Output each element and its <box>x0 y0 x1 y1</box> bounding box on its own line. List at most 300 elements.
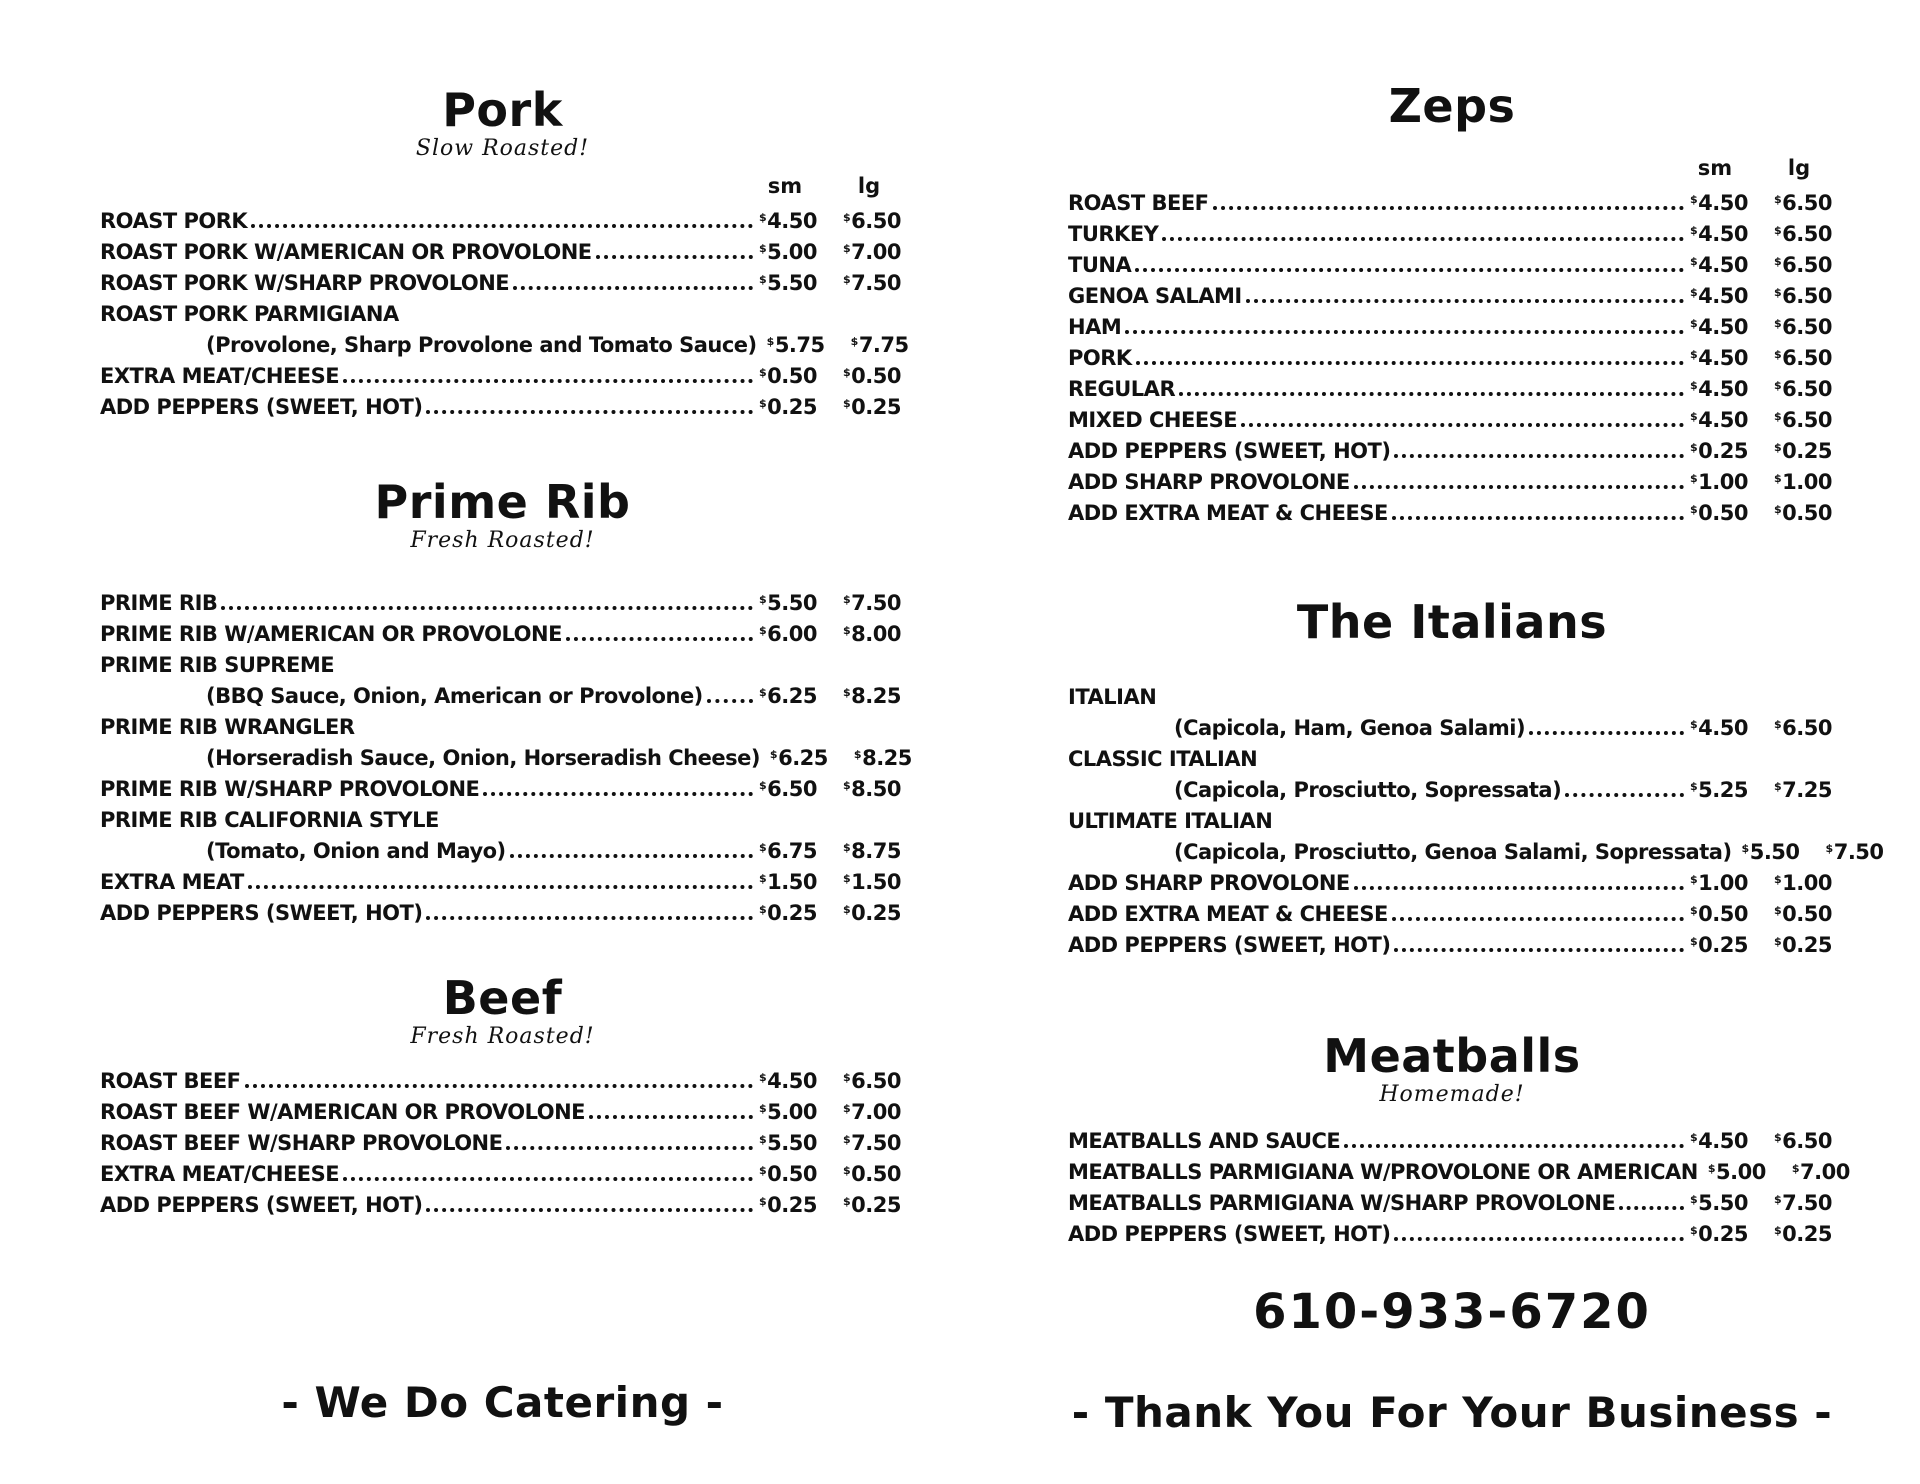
price-value: 6.25 <box>767 684 817 708</box>
currency-symbol: $ <box>843 779 851 792</box>
price-value: 0.50 <box>1698 501 1748 525</box>
price-sm <box>759 364 821 388</box>
menu-item <box>1068 678 1836 709</box>
dot-leader <box>343 379 753 383</box>
currency-symbol: $ <box>1825 842 1833 855</box>
price-value: 7.25 <box>1782 778 1832 802</box>
menu-item <box>100 326 909 357</box>
menu-item <box>1068 308 1836 339</box>
dot-leader <box>1241 423 1684 427</box>
currency-symbol: $ <box>843 366 851 379</box>
price-value: 6.50 <box>1782 191 1832 215</box>
price-sm <box>1690 377 1752 401</box>
dot-leader <box>1213 206 1684 210</box>
currency-symbol: $ <box>843 841 851 854</box>
dot-leader <box>1394 948 1684 952</box>
currency-symbol: $ <box>843 686 851 699</box>
item-name: REGULAR <box>1068 377 1176 401</box>
currency-symbol: $ <box>1690 472 1698 485</box>
menu-item <box>100 295 905 326</box>
menu-item <box>1068 432 1836 463</box>
menu-item <box>1068 339 1836 370</box>
currency-symbol: $ <box>843 593 851 606</box>
currency-symbol: $ <box>759 1195 767 1208</box>
item-name: ROAST BEEF W/SHARP PROVOLONE <box>100 1131 503 1155</box>
currency-symbol: $ <box>759 211 767 224</box>
item-name: EXTRA MEAT/CHEESE <box>100 364 340 388</box>
item-name: PRIME RIB W/AMERICAN OR PROVOLONE <box>100 622 562 646</box>
item-name: PRIME RIB CALIFORNIA STYLE <box>100 808 439 832</box>
item-name: ROAST PORK W/SHARP PROVOLONE <box>100 271 510 295</box>
price-lg <box>843 901 905 925</box>
section-title: Meatballs <box>1323 1029 1581 1083</box>
price-sm <box>1690 871 1752 895</box>
price-value: 6.00 <box>767 622 817 646</box>
item-name: TUNA <box>1068 253 1132 277</box>
currency-symbol: $ <box>1690 441 1698 454</box>
currency-symbol: $ <box>1690 1131 1698 1144</box>
currency-symbol: $ <box>1690 317 1698 330</box>
currency-symbol: $ <box>1791 1162 1800 1175</box>
price-lg <box>843 240 905 264</box>
currency-symbol: $ <box>759 1164 767 1177</box>
currency-symbol: $ <box>769 748 778 761</box>
menu-item <box>100 708 905 739</box>
price-value: 4.50 <box>1698 716 1748 740</box>
menu-item <box>100 801 905 832</box>
price-value: 5.50 <box>1749 840 1800 864</box>
price-value: 7.50 <box>1782 1191 1832 1215</box>
price-sm <box>767 333 829 357</box>
price-lg <box>843 870 905 894</box>
price-value: 6.50 <box>1782 1129 1832 1153</box>
price-sm <box>1690 902 1752 926</box>
currency-symbol: $ <box>1774 193 1782 206</box>
menu-item <box>1068 370 1836 401</box>
menu-item <box>100 1062 905 1093</box>
price-value: 4.50 <box>1698 346 1748 370</box>
dot-leader <box>510 854 753 858</box>
price-value: 6.50 <box>1782 346 1832 370</box>
currency-symbol: $ <box>843 1102 851 1115</box>
menu-item <box>1068 215 1836 246</box>
currency-symbol: $ <box>1690 379 1698 392</box>
section-zeps <box>1068 80 1836 525</box>
price-lg <box>1826 840 1888 864</box>
dot-leader <box>1394 454 1684 458</box>
dot-leader <box>426 1208 753 1212</box>
price-value: 4.50 <box>1698 222 1748 246</box>
currency-symbol: $ <box>843 1071 851 1084</box>
price-value: 6.50 <box>1782 377 1832 401</box>
price-value: 6.75 <box>767 839 817 863</box>
price-value: 4.50 <box>1698 408 1748 432</box>
price-value: 0.50 <box>1698 902 1748 926</box>
menu-item <box>1068 246 1836 277</box>
price-lg <box>1774 439 1836 463</box>
price-lg <box>843 395 905 419</box>
currency-symbol: $ <box>759 273 767 286</box>
currency-symbol: $ <box>759 779 767 792</box>
price-value: 5.50 <box>767 271 817 295</box>
menu-item <box>1068 1122 1836 1153</box>
section-prime-rib <box>100 475 912 925</box>
currency-symbol: $ <box>759 1071 767 1084</box>
price-lg <box>843 1131 905 1155</box>
menu-item <box>1068 494 1836 525</box>
price-sm <box>1708 1160 1770 1184</box>
currency-symbol: $ <box>1690 193 1698 206</box>
price-lg <box>1774 902 1836 926</box>
price-sm <box>1690 284 1752 308</box>
item-name: ITALIAN <box>1068 685 1157 709</box>
currency-symbol: $ <box>843 1164 851 1177</box>
price-value: 8.75 <box>851 839 901 863</box>
currency-symbol: $ <box>843 273 851 286</box>
price-lg <box>843 591 905 615</box>
dot-leader <box>1344 1144 1684 1148</box>
menu-item <box>1068 740 1836 771</box>
price-lg <box>843 271 905 295</box>
currency-symbol: $ <box>843 624 851 637</box>
price-value: 7.50 <box>851 271 901 295</box>
price-sm <box>1690 1129 1752 1153</box>
dot-leader <box>1529 731 1684 735</box>
price-sm <box>1690 716 1752 740</box>
size-header <box>100 174 905 202</box>
price-lg <box>1774 346 1836 370</box>
currency-symbol: $ <box>1690 503 1698 516</box>
menu-item <box>1068 709 1836 740</box>
dot-leader <box>248 885 753 889</box>
item-name: ADD PEPPERS (SWEET, HOT) <box>100 1193 423 1217</box>
price-sm <box>1690 778 1752 802</box>
currency-symbol: $ <box>1690 1224 1698 1237</box>
currency-symbol: $ <box>850 335 858 348</box>
dot-leader <box>596 255 753 259</box>
price-lg <box>843 684 905 708</box>
price-lg <box>843 1162 905 1186</box>
price-value: 6.50 <box>851 209 901 233</box>
dot-leader <box>1125 330 1684 334</box>
section-title: Prime Rib <box>374 475 631 529</box>
item-name: ROAST BEEF <box>1068 191 1209 215</box>
price-value: 0.50 <box>1782 902 1832 926</box>
currency-symbol: $ <box>843 211 851 224</box>
item-name: ADD EXTRA MEAT & CHEESE <box>1068 501 1388 525</box>
dot-leader <box>1392 917 1684 921</box>
currency-symbol: $ <box>1774 1193 1782 1206</box>
item-name: ADD PEPPERS (SWEET, HOT) <box>1068 933 1391 957</box>
price-sm <box>1690 191 1752 215</box>
currency-symbol: $ <box>1707 1162 1716 1175</box>
price-value: 0.50 <box>767 364 817 388</box>
price-value: 7.00 <box>851 1100 901 1124</box>
currency-symbol: $ <box>759 1102 767 1115</box>
price-value: 4.50 <box>1698 1129 1748 1153</box>
price-lg <box>843 622 905 646</box>
menu-items <box>100 584 912 925</box>
price-lg <box>1774 377 1836 401</box>
section-title: Pork <box>442 83 563 137</box>
menu-item <box>100 388 905 419</box>
price-value: 5.00 <box>767 240 817 264</box>
price-lg <box>1774 716 1836 740</box>
price-sm <box>759 1193 821 1217</box>
price-value: 0.25 <box>851 901 901 925</box>
price-lg <box>843 1100 905 1124</box>
item-name: CLASSIC ITALIAN <box>1068 747 1258 771</box>
dot-leader <box>426 410 753 414</box>
price-value: 0.50 <box>851 364 901 388</box>
price-value: 6.50 <box>1782 284 1832 308</box>
menu-item <box>100 894 905 925</box>
currency-symbol: $ <box>1774 503 1782 516</box>
menu-item <box>100 615 905 646</box>
price-value: 5.75 <box>774 333 825 357</box>
item-name: (Horseradish Sauce, Onion, Horseradish Cheese) <box>206 746 760 770</box>
item-name: ADD EXTRA MEAT & CHEESE <box>1068 902 1388 926</box>
currency-symbol: $ <box>1690 255 1698 268</box>
section-italians <box>1068 595 1884 957</box>
menu-item <box>100 1186 905 1217</box>
price-sm <box>759 777 821 801</box>
dot-leader <box>343 1177 753 1181</box>
price-value: 8.00 <box>851 622 901 646</box>
price-value: 0.50 <box>767 1162 817 1186</box>
item-name: ROAST BEEF <box>100 1069 241 1093</box>
item-name: (BBQ Sauce, Onion, American or Provolone) <box>206 684 703 708</box>
dot-leader <box>1619 1206 1684 1210</box>
menu-item <box>100 1124 905 1155</box>
price-sm <box>1690 1191 1752 1215</box>
currency-symbol: $ <box>1774 1131 1782 1144</box>
menu-items <box>1068 678 1884 957</box>
item-name: TURKEY <box>1068 222 1159 246</box>
menu-item <box>1068 1184 1836 1215</box>
menu-item <box>100 1093 905 1124</box>
price-value: 4.50 <box>1698 191 1748 215</box>
currency-symbol: $ <box>1690 904 1698 917</box>
lg-header: lg <box>1787 156 1811 180</box>
price-lg <box>843 364 905 388</box>
price-value: 0.25 <box>767 901 817 925</box>
section-pork <box>100 83 909 419</box>
currency-symbol: $ <box>1774 935 1782 948</box>
currency-symbol: $ <box>1690 718 1698 731</box>
price-value: 5.00 <box>1716 1160 1766 1184</box>
price-value: 6.50 <box>1782 408 1832 432</box>
dot-leader <box>1392 516 1684 520</box>
price-value: 7.75 <box>858 333 909 357</box>
menu-item <box>100 1155 905 1186</box>
dot-leader <box>1246 299 1684 303</box>
item-name: (Capicola, Ham, Genoa Salami) <box>1174 716 1526 740</box>
price-value: 6.50 <box>1782 315 1832 339</box>
item-name: ADD SHARP PROVOLONE <box>1068 470 1350 494</box>
price-value: 0.25 <box>851 1193 901 1217</box>
item-name: PRIME RIB <box>100 591 218 615</box>
dot-leader <box>1179 392 1684 396</box>
item-name: (Provolone, Sharp Provolone and Tomato Sauce) <box>206 333 757 357</box>
menu-item <box>100 677 905 708</box>
price-sm <box>759 1131 821 1155</box>
price-value: 7.00 <box>1800 1160 1850 1184</box>
currency-symbol: $ <box>1690 224 1698 237</box>
section-title: Zeps <box>1388 79 1516 133</box>
price-value: 1.00 <box>1782 470 1832 494</box>
price-value: 5.50 <box>767 1131 817 1155</box>
currency-symbol: $ <box>1690 873 1698 886</box>
sm-header: sm <box>1697 156 1733 180</box>
dot-leader <box>483 792 753 796</box>
currency-symbol: $ <box>843 903 851 916</box>
currency-symbol: $ <box>759 242 767 255</box>
price-value: 0.25 <box>767 395 817 419</box>
dot-leader <box>221 606 753 610</box>
currency-symbol: $ <box>1774 873 1782 886</box>
currency-symbol: $ <box>759 686 767 699</box>
currency-symbol: $ <box>1690 935 1698 948</box>
menu-items <box>1068 184 1836 525</box>
price-lg <box>1774 222 1836 246</box>
price-sm <box>759 1100 821 1124</box>
dot-leader <box>1354 886 1684 890</box>
menu-item <box>1068 401 1836 432</box>
price-lg <box>1774 871 1836 895</box>
price-value: 5.50 <box>1698 1191 1748 1215</box>
item-name: MEATBALLS PARMIGIANA W/SHARP PROVOLONE <box>1068 1191 1616 1215</box>
price-lg <box>1774 933 1836 957</box>
item-name: ADD PEPPERS (SWEET, HOT) <box>1068 439 1391 463</box>
price-sm <box>1690 222 1752 246</box>
price-sm <box>759 684 821 708</box>
price-sm <box>770 746 832 770</box>
price-sm <box>759 240 821 264</box>
menu-item <box>1068 277 1836 308</box>
price-sm <box>759 591 821 615</box>
dot-leader <box>513 286 753 290</box>
price-value: 7.50 <box>851 591 901 615</box>
currency-symbol: $ <box>1774 317 1782 330</box>
menu-item <box>1068 895 1836 926</box>
item-name: ULTIMATE ITALIAN <box>1068 809 1273 833</box>
item-name: ROAST PORK <box>100 209 248 233</box>
price-value: 0.25 <box>1782 933 1832 957</box>
currency-symbol: $ <box>759 397 767 410</box>
price-value: 1.50 <box>851 870 901 894</box>
size-header <box>1068 156 1836 184</box>
currency-symbol: $ <box>759 903 767 916</box>
menu-item <box>1068 184 1836 215</box>
price-lg <box>1792 1160 1854 1184</box>
price-sm <box>1690 408 1752 432</box>
currency-symbol: $ <box>759 841 767 854</box>
price-value: 7.50 <box>1833 840 1884 864</box>
dot-leader <box>251 224 753 228</box>
currency-symbol: $ <box>1741 842 1749 855</box>
currency-symbol: $ <box>1774 904 1782 917</box>
lg-header: lg <box>857 174 881 198</box>
price-lg <box>851 333 913 357</box>
price-value: 0.25 <box>767 1193 817 1217</box>
menu-item <box>100 584 905 615</box>
dot-leader <box>1135 268 1684 272</box>
menu-item <box>100 264 905 295</box>
currency-symbol: $ <box>759 872 767 885</box>
price-value: 6.50 <box>851 1069 901 1093</box>
dot-leader <box>1136 361 1684 365</box>
item-name: ADD PEPPERS (SWEET, HOT) <box>100 901 423 925</box>
price-value: 0.50 <box>851 1162 901 1186</box>
item-name: EXTRA MEAT <box>100 870 244 894</box>
dot-leader <box>566 637 753 641</box>
section-beef <box>100 972 905 1217</box>
currency-symbol: $ <box>843 872 851 885</box>
menu-item <box>100 202 905 233</box>
menu-item <box>100 357 905 388</box>
section-subtitle: Slow Roasted! <box>415 136 590 161</box>
price-sm <box>759 901 821 925</box>
dot-leader <box>1354 485 1684 489</box>
price-value: 7.50 <box>851 1131 901 1155</box>
price-lg <box>1774 1222 1836 1246</box>
price-lg <box>1774 284 1836 308</box>
item-name: (Capicola, Prosciutto, Genoa Salami, Sopressata) <box>1174 840 1732 864</box>
item-name: MEATBALLS PARMIGIANA W/PROVOLONE OR AMERICAN <box>1068 1160 1698 1184</box>
price-sm <box>1690 439 1752 463</box>
price-sm <box>1690 933 1752 957</box>
dot-leader <box>245 1084 753 1088</box>
price-sm <box>759 395 821 419</box>
dot-leader <box>426 916 753 920</box>
price-value: 0.50 <box>1782 501 1832 525</box>
currency-symbol: $ <box>1774 224 1782 237</box>
currency-symbol: $ <box>1690 410 1698 423</box>
price-lg <box>1774 778 1836 802</box>
price-lg <box>1774 501 1836 525</box>
price-lg <box>843 209 905 233</box>
menu-item <box>1068 864 1836 895</box>
price-sm <box>759 870 821 894</box>
price-value: 7.00 <box>851 240 901 264</box>
dot-leader <box>1162 237 1684 241</box>
menu-item <box>1068 802 1836 833</box>
price-value: 6.50 <box>1782 253 1832 277</box>
currency-symbol: $ <box>759 624 767 637</box>
currency-symbol: $ <box>759 1133 767 1146</box>
price-sm <box>759 1069 821 1093</box>
item-name: ADD PEPPERS (SWEET, HOT) <box>1068 1222 1391 1246</box>
item-name: (Capicola, Prosciutto, Sopressata) <box>1174 778 1562 802</box>
currency-symbol: $ <box>759 593 767 606</box>
currency-symbol: $ <box>1774 441 1782 454</box>
menu-items <box>100 1062 905 1217</box>
item-name: HAM <box>1068 315 1122 339</box>
price-value: 5.25 <box>1698 778 1748 802</box>
price-value: 0.25 <box>1698 439 1748 463</box>
menu-item <box>100 646 905 677</box>
section-subtitle: Fresh Roasted! <box>410 528 595 553</box>
menu-item <box>100 863 905 894</box>
price-sm <box>1690 501 1752 525</box>
menu-item <box>100 832 905 863</box>
phone-number: 610-933-6720 <box>1253 1284 1651 1340</box>
item-name: EXTRA MEAT/CHEESE <box>100 1162 340 1186</box>
price-lg <box>843 1069 905 1093</box>
section-meatballs <box>1068 1029 1850 1246</box>
price-value: 4.50 <box>1698 253 1748 277</box>
